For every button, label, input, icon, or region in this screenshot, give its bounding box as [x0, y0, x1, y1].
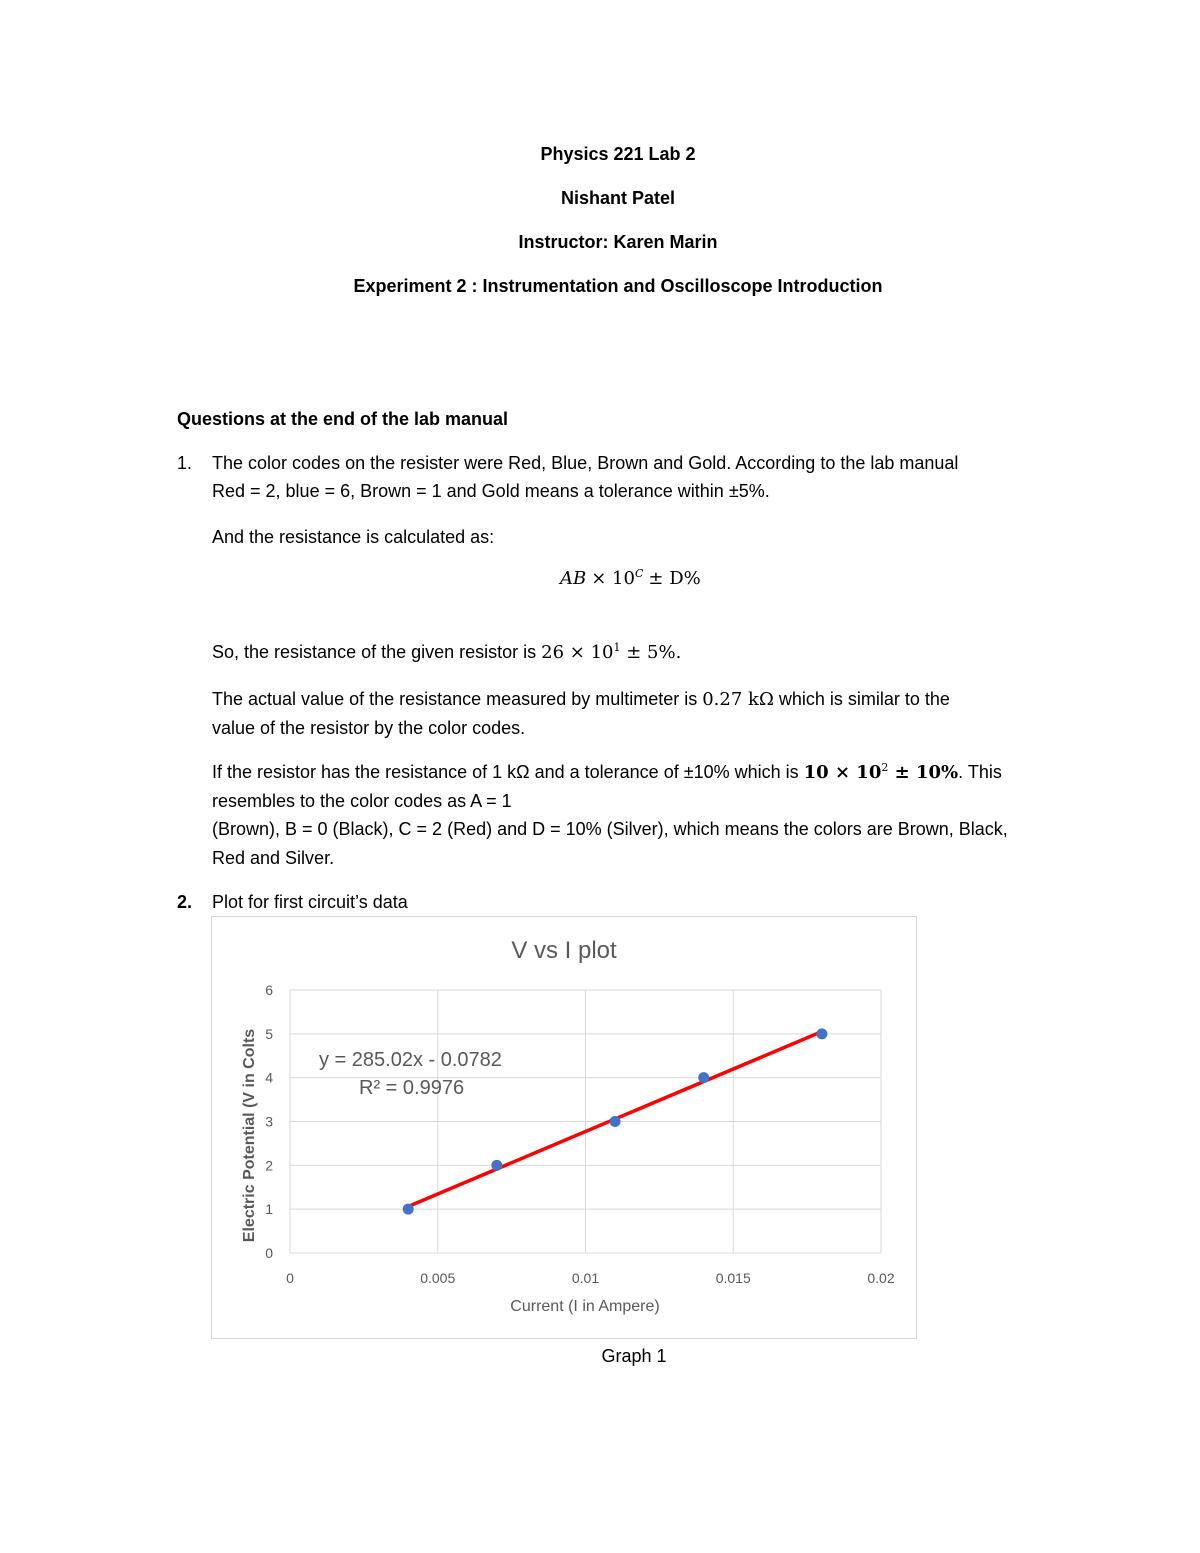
x-tick-label: 0 — [286, 1270, 294, 1286]
q2-number: 2. — [177, 892, 193, 912]
y-tick-label: 1 — [265, 1201, 273, 1218]
x-tick-label: 0.01 — [571, 1270, 600, 1286]
formula-times: × 10 — [591, 568, 635, 589]
formula-ab: AB — [560, 568, 587, 589]
q1-line6 — [212, 762, 1002, 783]
y-tick-label: 3 — [265, 1113, 273, 1130]
formula-exponent: C — [634, 567, 644, 580]
x-tick-label: 0.005 — [420, 1270, 456, 1286]
q1-line1: The color codes on the resister were Red, Blue, Brown and Gold. According to the lab manual — [212, 453, 959, 473]
q1-number: 1. — [177, 453, 193, 473]
y-axis-label: Electric Potential (V in Colts — [241, 1028, 258, 1243]
vi-chart — [212, 917, 916, 1338]
q1-line8: (Brown), B = 0 (Black), C = 2 (Red) and D = 10% (Silver), which means the colors are Brown, Black, — [212, 819, 1008, 839]
data-point — [610, 1116, 621, 1127]
q1-line5a-pre: The actual value of the resistance measured by multimeter is — [212, 689, 703, 709]
q1-line6-math: 10 × 10 — [803, 762, 882, 783]
formula-tolerance: ± D% — [648, 568, 701, 589]
q1-line6-exp: 2 — [881, 761, 889, 774]
author-name: Nishant Patel — [560, 188, 676, 208]
q1-line5b: value of the resistor by the color codes. — [212, 718, 526, 738]
q1-line5a-val: 0.27 kΩ — [702, 689, 774, 710]
q1-line4-text: So, the resistance of the given resistor is — [212, 642, 542, 662]
y-tick-label: 4 — [265, 1069, 273, 1086]
q2-text: Plot for first circuit’s data — [212, 892, 408, 912]
q1-line6-pre: If the resistor has the resistance of 1 kΩ and a tolerance of ±10% which is — [212, 762, 804, 782]
y-tick-label: 6 — [265, 982, 273, 998]
q1-line9: Red and Silver. — [212, 848, 335, 868]
q1-line2: Red = 2, blue = 6, Brown = 1 and Gold means a tolerance within ±5%. — [212, 481, 770, 501]
q1-line7: resembles to the color codes as A = 1 — [212, 791, 512, 811]
trendline-equation: y = 285.02x - 0.0782 — [319, 1049, 502, 1071]
experiment-title: Experiment 2 : Instrumentation and Oscilloscope Introduction — [353, 276, 883, 296]
doc-title: Physics 221 Lab 2 — [540, 144, 696, 164]
q1-line4 — [212, 642, 681, 663]
q1-line3: And the resistance is calculated as: — [212, 527, 495, 547]
data-point — [403, 1204, 414, 1215]
q1-line4-tol: ± 5%. — [620, 642, 682, 663]
x-tick-label: 0.015 — [715, 1270, 751, 1286]
chart-title: V vs I plot — [511, 937, 617, 964]
q1-line5a-post: which is similar to the — [773, 689, 950, 709]
y-tick-label: 2 — [265, 1157, 273, 1174]
data-point — [816, 1028, 827, 1039]
graph-caption: Graph 1 — [601, 1346, 667, 1366]
q1-line5a — [212, 689, 950, 710]
chart-container — [211, 916, 917, 1339]
section-heading: Questions at the end of the lab manual — [177, 409, 509, 429]
instructor-name: Instructor: Karen Marin — [518, 232, 718, 252]
q1-line4-exp: 1 — [613, 641, 621, 654]
x-axis-label: Current (I in Ampere) — [510, 1298, 660, 1315]
y-tick-label: 0 — [265, 1245, 273, 1261]
resistance-formula — [560, 568, 701, 589]
data-point — [698, 1072, 709, 1083]
q1-line6-tol: ± 10% — [888, 762, 959, 783]
q1-line6-post: . This — [958, 762, 1002, 782]
y-tick-label: 5 — [265, 1025, 273, 1042]
r-squared: R² = 0.9976 — [359, 1077, 465, 1099]
data-point — [491, 1160, 502, 1171]
x-tick-label: 0.02 — [867, 1270, 895, 1286]
q1-line4-math: 26 × 10 — [541, 642, 614, 663]
